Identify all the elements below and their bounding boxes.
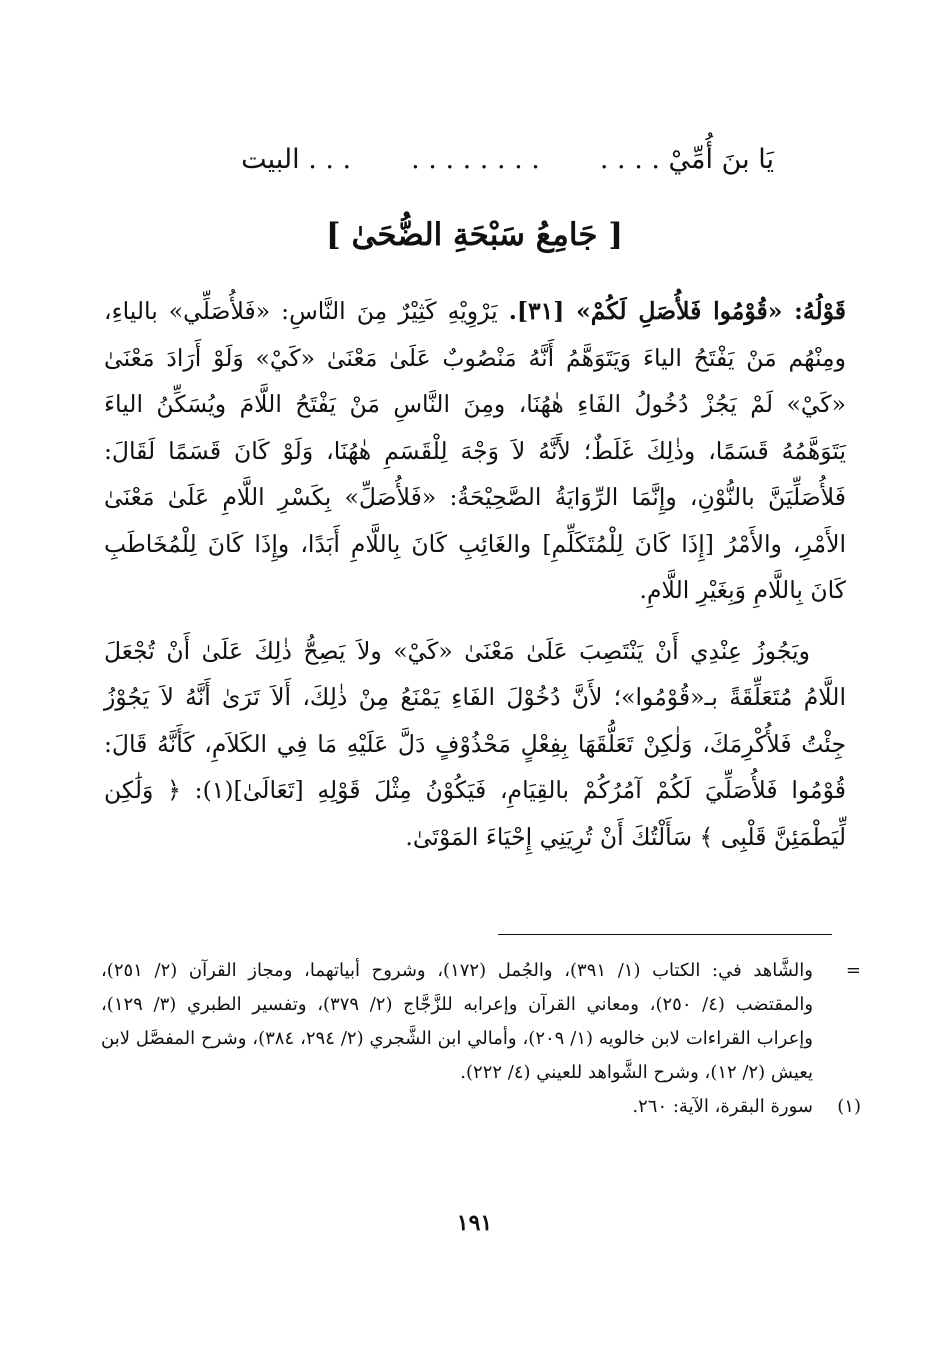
- verse-dots: . . . . . . . .: [411, 144, 540, 175]
- paragraph-text: يَرْوِيْهِ كَثِيْرٌ مِنَ النَّاسِ: «فَلأُصَلِّي» بالياءِ، ومِنْهُم مَنْ يَفْتَحُ الياءَ وَيَتَوَهَّمُ أَنَّهُ مَنْصُوبٌ عَلَىٰ مَعْنَىٰ «كَيْ» وَلَوْ أَرَادَ مَعْنَىٰ «كَيْ» لَمْ يَجُزْ دُخُولُ الفَاءِ هٰهُنَا، ومِنَ النَّاسِ مَنْ يَفْتَحُ اللَّامَ ويُسَكِّنُ الياءَ يَتَوَهَّمُهُ قَسَمًا، وذٰلِكَ غَلَطٌ؛ لأَنَّهُ لاَ وَجْهَ لِلْقَسَمِ هٰهُنَا، وَلَوْ كَانَ قَسَمًا لَقَالَ: فَلأُصَلِّيَنَّ بالنُّوْنِ، وإِنَّمَا الرِّوَايَةُ الصَّحِيْحَةُ: «فَلأُصَلِّ» بِكَسْرِ اللَّامِ عَلَىٰ مَعْنَىٰ الأَمْرِ، والأَمْرُ [إِذَا كَانَ لِلْمُتَكَلِّمِ] والغَائِبِ كَانَ بِاللَّامِ أَبَدًا، وإِذَا كَانَ لِلْمُخَاطَبِ كَانَ بِاللَّامِ وَبِغَيْرِ اللَّامِ.: [104, 297, 846, 604]
- footnote-mark: =: [845, 960, 861, 981]
- section-title: [ جَامِعُ سَبْحَةِ الضُّحَىٰ ]: [326, 217, 623, 253]
- paragraph-1: [104, 288, 846, 614]
- verse-start: يَا بنَ أُمِّيْ . . . .: [599, 144, 774, 175]
- body-text: [104, 288, 846, 860]
- footnote-mark: (١): [837, 1096, 861, 1117]
- footnote-text: سورة البقرة، الآية: ٢٦٠.: [632, 1096, 813, 1117]
- footnote-separator: [498, 934, 832, 935]
- verse-line: [174, 138, 774, 182]
- footnote-text: والشَّاهد في: الكتاب (١/ ٣٩١)، والجُمل (١٧٢)، وشروح أبياتهما، ومجاز القرآن (٢/ ٢٥١)، والمقتضب (٤/ ٢٥٠)، ومعاني القرآن وإعرابه للزَّجَّاج (٢/ ٣٧٩)، وتفسير الطبري (٣/ ١٢٩)، وإعراب القراءات لابن خالويه (١/ ٢٠٩)، وأمالي ابن الشَّجري (٢/ ٢٩٤، ٣٨٤)، وشرح المفصَّل لابن يعيش (٢/ ١٢)، وشرح الشَّواهد للعيني (٤/ ٢٢٢).: [101, 960, 814, 1083]
- paragraph-text: ويَجُوزُ عِنْدِي أَنْ يَنْتَصِبَ عَلَىٰ مَعْنَىٰ «كَيْ» ولاَ يَصِحُّ ذٰلِكَ عَلَىٰ أَنْ تُجْعَلَ اللَّامُ مُتَعَلِّقَةً بـ«قُوْمُوا»؛ لأَنَّ دُخُوْلَ الفَاءِ يَمْنَعُ مِنْ ذٰلِكَ، أَلاَ تَرَىٰ أَنَّهُ لاَ يَجُوْزُ جِئْتُ فَلأُكْرِمَكَ، وَلٰكِنْ تَعَلُّقَهَا بِفِعْلٍ مَحْذُوْفٍ دَلَّ عَلَيْهِ مَا فِي الكَلاَمِ، كَأَنَّهُ قَالَ: قُوْمُوا فَلأُصَلِّيَ لَكُمْ آمُرُكُمْ بالقِيَامِ، فَيَكُوْنُ مِثْلَ قَوْلِهِ [تَعَالَىٰ](١): ﴿ وَلَٰكِن لِّيَطْمَئِنَّ قَلْبِى ﴾ سَأَلْتُكَ أَنْ تُرِيَنِي إِحْيَاءَ المَوْتَىٰ.: [104, 636, 846, 851]
- footnote-item: [101, 1090, 861, 1124]
- footnote-item: [101, 954, 861, 1090]
- paragraph-lead: قَوْلُهُ: «قُوْمُوا فَلأُصَلِ لَكُمْ» [٣١].: [508, 297, 846, 325]
- page-number: ١٩١: [456, 1210, 493, 1236]
- paragraph-2: [104, 628, 846, 861]
- footnotes: [101, 954, 861, 1124]
- verse-end: . . . البيت: [241, 144, 352, 175]
